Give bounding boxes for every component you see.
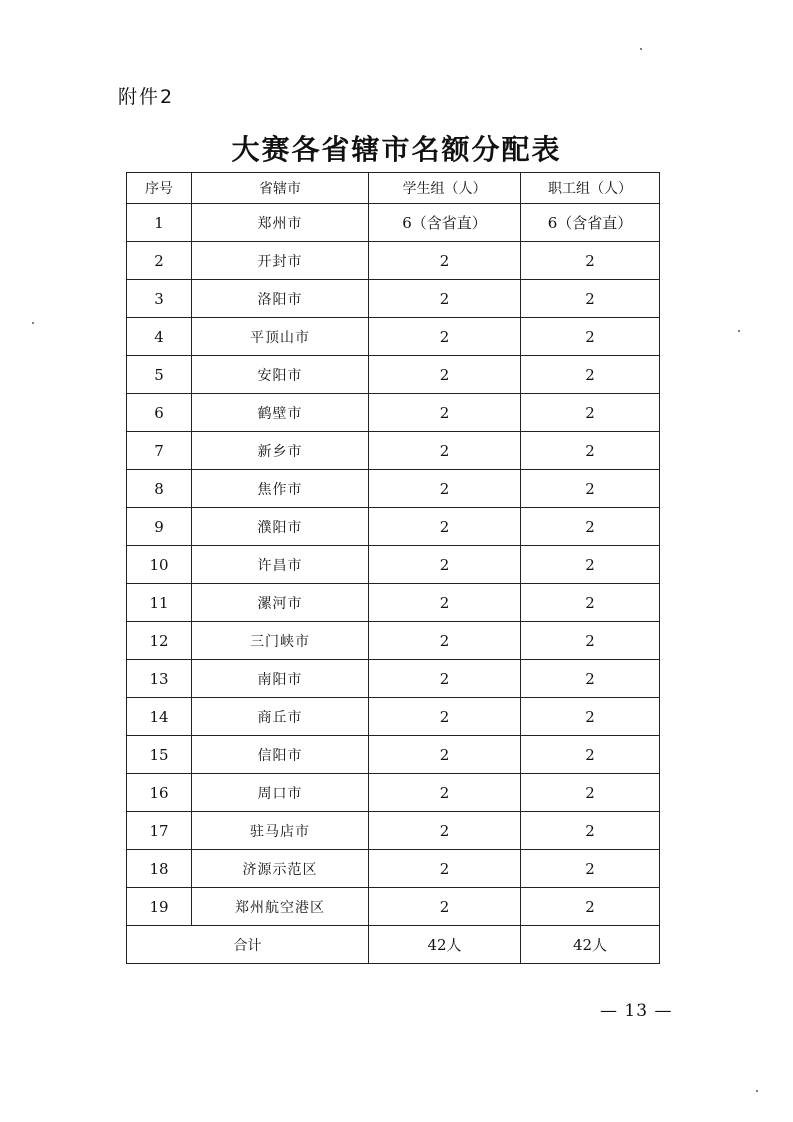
- table-row: [127, 888, 660, 926]
- row-city: 郑州航空港区: [192, 888, 369, 926]
- row-student-quota: 2: [369, 470, 521, 508]
- row-student-quota: 2: [369, 432, 521, 470]
- row-city: 焦作市: [192, 470, 369, 508]
- row-student-quota: 2: [369, 812, 521, 850]
- row-number: 9: [127, 508, 192, 546]
- row-staff-quota: 2: [521, 812, 660, 850]
- table-row: [127, 432, 660, 470]
- row-city: 新乡市: [192, 432, 369, 470]
- row-student-quota: 2: [369, 774, 521, 812]
- total-label: 合计: [127, 926, 369, 964]
- row-number: 2: [127, 242, 192, 280]
- row-number: 17: [127, 812, 192, 850]
- row-student-quota: 2: [369, 318, 521, 356]
- row-staff-quota: 2: [521, 736, 660, 774]
- row-city: 平顶山市: [192, 318, 369, 356]
- row-student-quota: 2: [369, 698, 521, 736]
- row-city: 洛阳市: [192, 280, 369, 318]
- document-title: 大赛各省辖市名额分配表: [231, 133, 562, 166]
- row-city: 三门峡市: [192, 622, 369, 660]
- row-city: 南阳市: [192, 660, 369, 698]
- row-staff-quota: 2: [521, 698, 660, 736]
- row-number: 19: [127, 888, 192, 926]
- scan-speck: [640, 48, 642, 50]
- row-staff-quota: 2: [521, 394, 660, 432]
- table-row: [127, 204, 660, 242]
- row-staff-quota: 2: [521, 280, 660, 318]
- row-staff-quota: 2: [521, 584, 660, 622]
- row-student-quota: 6（含省直）: [369, 204, 521, 242]
- table-body: [127, 204, 660, 926]
- table-row: [127, 280, 660, 318]
- table-row: [127, 774, 660, 812]
- row-student-quota: 2: [369, 660, 521, 698]
- row-number: 15: [127, 736, 192, 774]
- scan-speck: [756, 1090, 758, 1092]
- table-row: [127, 508, 660, 546]
- row-student-quota: 2: [369, 394, 521, 432]
- scan-speck: [738, 330, 740, 332]
- table-row: [127, 622, 660, 660]
- row-city: 济源示范区: [192, 850, 369, 888]
- row-number: 12: [127, 622, 192, 660]
- row-number: 13: [127, 660, 192, 698]
- header-city: 省辖市: [192, 173, 369, 204]
- row-city: 鹤壁市: [192, 394, 369, 432]
- row-number: 14: [127, 698, 192, 736]
- row-staff-quota: 2: [521, 622, 660, 660]
- row-number: 5: [127, 356, 192, 394]
- row-number: 1: [127, 204, 192, 242]
- row-number: 16: [127, 774, 192, 812]
- table-row: [127, 736, 660, 774]
- table-row: [127, 698, 660, 736]
- table-row: [127, 584, 660, 622]
- row-number: 3: [127, 280, 192, 318]
- row-student-quota: 2: [369, 508, 521, 546]
- row-staff-quota: 2: [521, 888, 660, 926]
- row-staff-quota: 2: [521, 850, 660, 888]
- row-city: 郑州市: [192, 204, 369, 242]
- table-row: [127, 470, 660, 508]
- table-row: [127, 850, 660, 888]
- row-city: 安阳市: [192, 356, 369, 394]
- row-number: 7: [127, 432, 192, 470]
- row-city: 商丘市: [192, 698, 369, 736]
- row-student-quota: 2: [369, 736, 521, 774]
- total-student: 42人: [369, 926, 521, 964]
- table-row: [127, 394, 660, 432]
- header-staff: 职工组（人）: [521, 173, 660, 204]
- row-city: 信阳市: [192, 736, 369, 774]
- row-student-quota: 2: [369, 356, 521, 394]
- row-student-quota: 2: [369, 546, 521, 584]
- row-staff-quota: 2: [521, 774, 660, 812]
- scan-speck: [32, 322, 34, 324]
- row-staff-quota: 2: [521, 470, 660, 508]
- row-student-quota: 2: [369, 622, 521, 660]
- row-student-quota: 2: [369, 888, 521, 926]
- row-student-quota: 2: [369, 242, 521, 280]
- row-staff-quota: 2: [521, 432, 660, 470]
- table-header-row: [127, 173, 660, 204]
- row-city: 许昌市: [192, 546, 369, 584]
- row-staff-quota: 2: [521, 660, 660, 698]
- row-city: 濮阳市: [192, 508, 369, 546]
- row-city: 漯河市: [192, 584, 369, 622]
- row-number: 8: [127, 470, 192, 508]
- row-staff-quota: 6（含省直）: [521, 204, 660, 242]
- row-staff-quota: 2: [521, 242, 660, 280]
- row-number: 10: [127, 546, 192, 584]
- table-row: [127, 242, 660, 280]
- row-student-quota: 2: [369, 280, 521, 318]
- row-number: 11: [127, 584, 192, 622]
- row-student-quota: 2: [369, 584, 521, 622]
- row-city: 周口市: [192, 774, 369, 812]
- table-row: [127, 318, 660, 356]
- table-row: [127, 356, 660, 394]
- row-number: 4: [127, 318, 192, 356]
- row-staff-quota: 2: [521, 356, 660, 394]
- table-row: [127, 812, 660, 850]
- row-staff-quota: 2: [521, 508, 660, 546]
- total-row: [127, 926, 660, 964]
- header-no: 序号: [127, 173, 192, 204]
- total-staff: 42人: [521, 926, 660, 964]
- row-city: 开封市: [192, 242, 369, 280]
- row-staff-quota: 2: [521, 318, 660, 356]
- quota-table: [126, 172, 660, 964]
- row-number: 18: [127, 850, 192, 888]
- table-row: [127, 546, 660, 584]
- row-city: 驻马店市: [192, 812, 369, 850]
- page-number: — 13 —: [600, 1001, 673, 1021]
- table-row: [127, 660, 660, 698]
- row-student-quota: 2: [369, 850, 521, 888]
- header-student: 学生组（人）: [369, 173, 521, 204]
- row-staff-quota: 2: [521, 546, 660, 584]
- row-number: 6: [127, 394, 192, 432]
- attachment-label: 附件2: [118, 86, 175, 108]
